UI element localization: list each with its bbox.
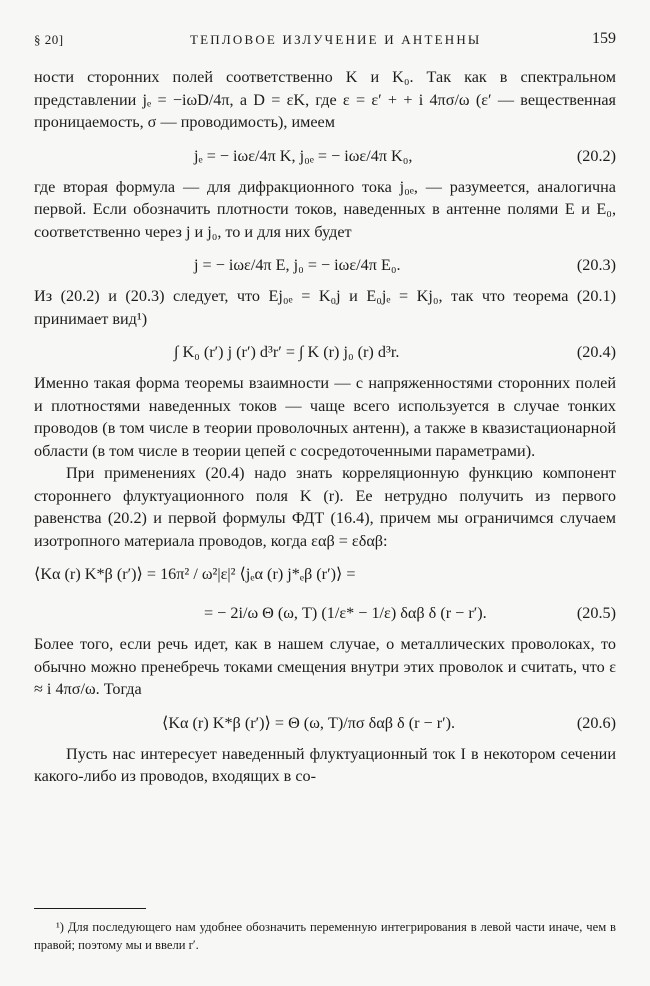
section-ref: § 20]	[34, 32, 64, 47]
equation-number: (20.3)	[576, 256, 616, 274]
equation-20-4	[34, 333, 616, 369]
paragraph-1: ности сторонних полей соответственно K и K₀. Так как в спектральном представлении jₑ = −iωD/4π, а D = εK, где ε = ε′ + + i 4πσ/ω (ε′ — вещественная проницаемость, σ — проводимость), имеем	[34, 68, 616, 131]
paragraph-5: При применениях (20.4) надо знать корреляционную функцию компонент стороннего флуктуационного поля K (r). Ее нетрудно получить из первого равенства (20.2) и первой формулы ФДТ (16.4), причем мы ограничимся случаем изотропного материала проводов, когда εαβ = εδαβ:	[34, 464, 616, 550]
equation-20-5b	[34, 594, 616, 630]
equation-number: (20.4)	[576, 343, 616, 361]
equation-formula: ∫ K₀ (r′) j (r′) d³r′ = ∫ K (r) j₀ (r) d³r.	[174, 343, 400, 361]
page-number: 159	[592, 30, 616, 47]
equation-20-6	[34, 704, 616, 740]
paragraph-4: Именно такая форма теоремы взаимности — с напряженностями сторонних полей и плотностями наведенных токов — чаще всего используется в случае тонких проводов (в том числе в теории проволочных антенн), а также в квазистационарной области (в том числе в теории цепей с сосредоточенными параметрами).	[34, 374, 616, 460]
equation-formula: ⟨Kα (r) K*β (r′)⟩ = 16π² / ω²|ε|² ⟨jₑα (r) j*ₑβ (r′)⟩ =	[34, 565, 356, 583]
equation-formula: jₑ = − iωε/4π K, j₀ₑ = − iωε/4π K₀,	[194, 146, 413, 165]
equation-number: (20.5)	[576, 604, 616, 622]
footnote: ¹) Для последующего нам удобнее обозначить переменную интегрирования в левой части иначе, чем в правой; поэтому мы и ввели r′.	[34, 920, 616, 952]
equation-number: (20.2)	[576, 146, 616, 165]
equation-20-3	[34, 246, 616, 282]
footnote-rule	[34, 908, 146, 909]
paragraph-2: где вторая формула — для дифракционного тока j₀ₑ, — разумеется, аналогична первой. Если обозначить плотности токов, наведенных в антенне полями E и E₀, соответственно через j и j₀, то и для них будет	[34, 177, 616, 241]
equation-20-2	[34, 137, 616, 173]
running-header	[34, 30, 616, 52]
chapter-title: ТЕПЛОВОЕ ИЗЛУЧЕНИЕ И АНТЕННЫ	[190, 32, 482, 47]
page-body	[34, 66, 616, 788]
paragraph-3: Из (20.2) и (20.3) следует, что Ej₀ₑ = K₀j и E₀jₑ = Kj₀, так что теорема (20.1) принимает вид¹)	[34, 287, 616, 328]
equation-formula: = − 2i/ω Θ (ω, T) (1/ε* − 1/ε) δαβ δ (r − r′).	[204, 604, 487, 622]
equation-number: (20.6)	[576, 713, 616, 732]
paragraph-6: Более того, если речь идет, как в нашем случае, о металлических проволоках, то обычно можно пренебречь токами смещения внутри этих проволок и считать, что ε ≈ i 4πσ/ω. Тогда	[34, 635, 616, 698]
equation-formula: j = − iωε/4π E, j₀ = − iωε/4π E₀.	[194, 256, 401, 274]
paragraph-7: Пусть нас интересует наведенный флуктуационный ток I в некотором сечении какого-либо из проводов, входящих в со-	[34, 744, 616, 785]
equation-20-5a	[34, 555, 616, 591]
equation-formula: ⟨Kα (r) K*β (r′)⟩ = Θ (ω, T)/πσ δαβ δ (r − r′).	[162, 713, 456, 732]
